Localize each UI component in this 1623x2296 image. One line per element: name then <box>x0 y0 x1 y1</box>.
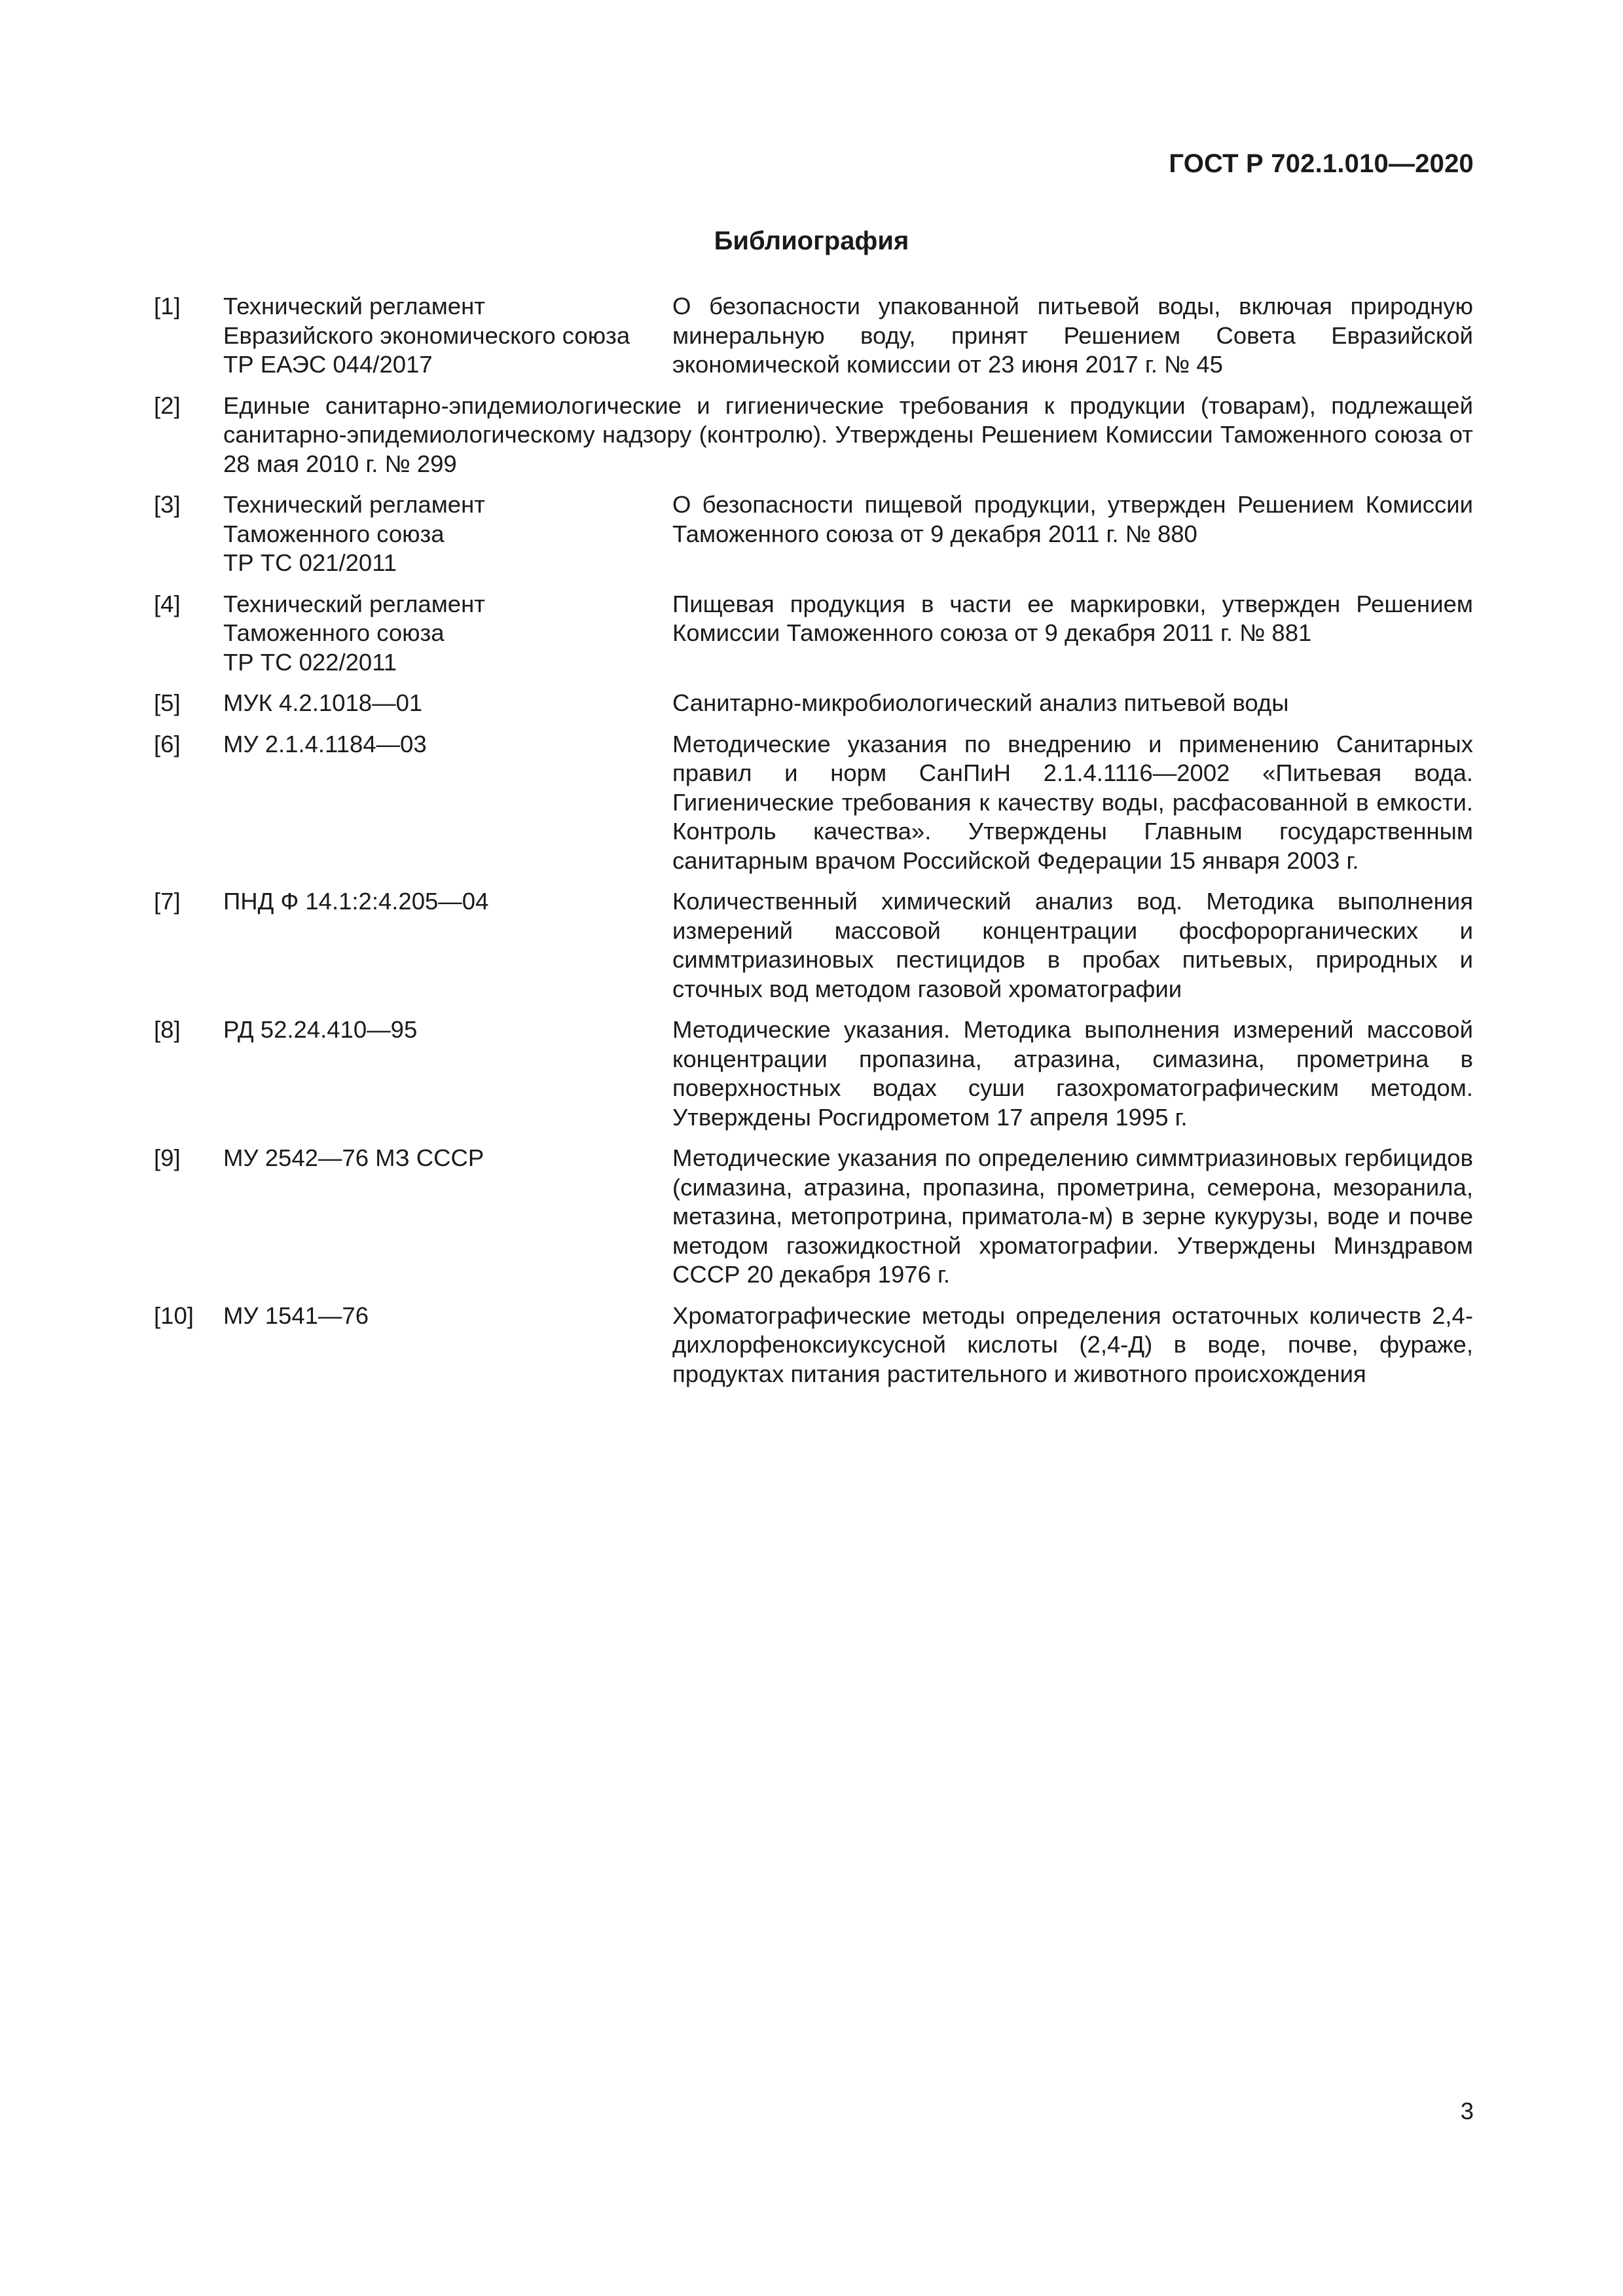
bib-source: МУ 2542—76 МЗ СССР <box>223 1144 484 1171</box>
section-title: Библиография <box>714 227 909 255</box>
bib-entry-4 <box>154 590 1473 678</box>
bib-number: [10] <box>154 1302 194 1329</box>
bib-source: Технический регламент Таможенного союза ТР ТС 021/2011 <box>223 491 485 576</box>
bib-description: Методические указания по внедрению и применению Санитарных правил и норм СанПиН 2.1.4.1116—2002 «Питьевая вода. Гигиенические требования к качеству воды, расфасованной в емкости. Контроль качества». Утверждены Главным государственным санитарным врачом Российской Федерации 15 января 2003 г. <box>672 730 1473 874</box>
bib-number: [5] <box>154 689 181 716</box>
bib-entry-9 <box>154 1144 1473 1290</box>
bib-number: [4] <box>154 590 181 617</box>
document-code: ГОСТ Р 702.1.010—2020 <box>1169 149 1474 178</box>
bib-number: [1] <box>154 293 181 319</box>
bib-description: Хроматографические методы определения остаточных количеств 2,4-дихлорфеноксиуксусной кислоты (2,4-Д) в воде, почве, фураже, продуктах питания растительного и животного происхождения <box>672 1302 1473 1387</box>
bib-entry-6 <box>154 730 1473 876</box>
bib-full-text: Единые санитарно-эпидемиологические и гигиенические требования к продукции (товарам), подлежащей санитарно-эпидемиологическому надзору (контролю). Утверждены Решением Комиссии Таможенного союза от 28 мая 2010 г. № 299 <box>223 392 1473 477</box>
bibliography-list <box>154 292 1473 1400</box>
bib-number: [7] <box>154 888 181 915</box>
bib-description: Количественный химический анализ вод. Методика выполнения измерений массовой концентрации фосфорорганических и симмтриазиновых пестицидов в пробах питьевых, природных и сточных вод методом газовой хроматографии <box>672 888 1473 1002</box>
page-number: 3 <box>1460 2098 1474 2124</box>
bib-number: [6] <box>154 730 181 757</box>
bib-source: ПНД Ф 14.1:2:4.205—04 <box>223 888 489 915</box>
bib-entry-10 <box>154 1302 1473 1389</box>
bib-source: Технический регламент Таможенного союза ТР ТС 022/2011 <box>223 590 485 676</box>
bib-entry-7 <box>154 887 1473 1004</box>
bib-number: [9] <box>154 1144 181 1171</box>
bib-number: [2] <box>154 392 181 419</box>
bib-description: Методические указания. Методика выполнения измерений массовой концентрации пропазина, атразина, симазина, прометрина в поверхностных водах суши газохроматографическим методом. Утверждены Росгидрометом 17 апреля 1995 г. <box>672 1016 1473 1131</box>
bib-number: [8] <box>154 1016 181 1043</box>
bib-entry-5 <box>154 689 1473 718</box>
bib-entry-8 <box>154 1015 1473 1132</box>
bib-description: Методические указания по определению симмтриазиновых гербицидов (симазина, атразина, пропазина, прометрина, семерона, мезоранила, метазина, метопротрина, приматола-м) в зерне кукурузы, воде и почве методом газожидкостной хроматографии. Утверждены Минздравом СССР 20 декабря 1976 г. <box>672 1144 1473 1288</box>
bib-description: Санитарно-микробиологический анализ питьевой воды <box>672 689 1289 716</box>
bib-source: Технический регламент Евразийского экономического союза ТР ЕАЭС 044/2017 <box>223 293 630 378</box>
bib-entry-2 <box>154 392 1473 479</box>
bib-description: О безопасности пищевой продукции, утвержден Решением Комиссии Таможенного союза от 9 декабря 2011 г. № 880 <box>672 491 1473 547</box>
bib-entry-1 <box>154 292 1473 380</box>
bib-source: МУ 2.1.4.1184—03 <box>223 730 427 757</box>
bib-source: МУ 1541—76 <box>223 1302 369 1329</box>
bib-description: О безопасности упакованной питьевой воды, включая природную минеральную воду, принят Решением Совета Евразийской экономической комиссии от 23 июня 2017 г. № 45 <box>672 293 1473 378</box>
bib-source: МУК 4.2.1018—01 <box>223 689 423 716</box>
bib-description: Пищевая продукция в части ее маркировки, утвержден Решением Комиссии Таможенного союза от 9 декабря 2011 г. № 881 <box>672 590 1473 646</box>
bib-source: РД 52.24.410—95 <box>223 1016 418 1043</box>
bib-entry-3 <box>154 490 1473 578</box>
bib-number: [3] <box>154 491 181 518</box>
